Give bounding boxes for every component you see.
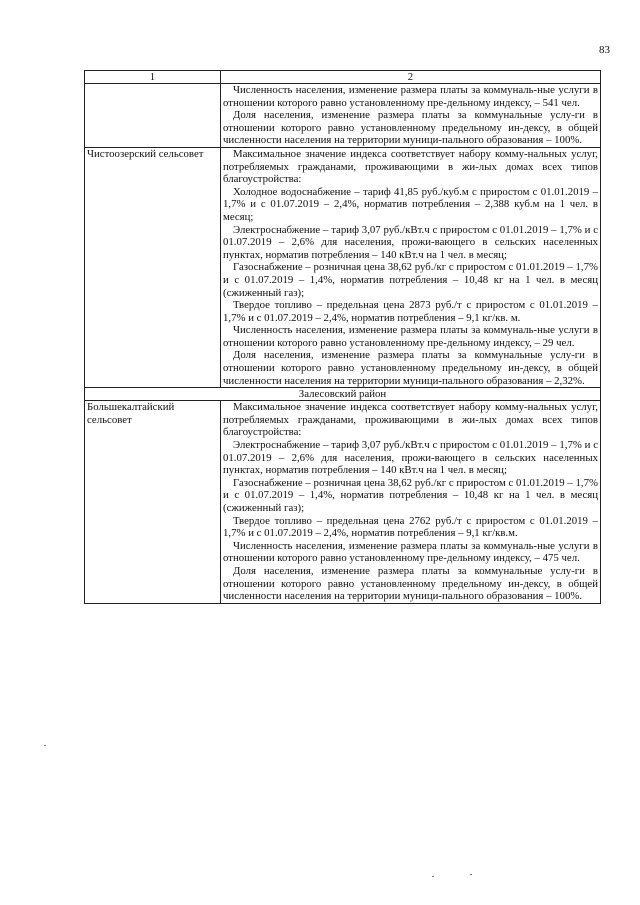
municipality-name: Чистоозерский сельсовет <box>85 147 221 387</box>
paragraph-cold-water: Холодное водоснабжение – тариф 41,85 руб./куб.м с приростом с 01.01.2019 – 1,7% и с 01.07.2019 – 2,4%, норматив потребления – 2,388 куб.м на 1 чел. в месяц; <box>223 185 598 223</box>
paragraph-index-basis: Максимальное значение индекса соответствует набору комму-нальных услуг, потребляемых гражданами, проживающими в жи-лых домах всех типов благоустройства: <box>223 401 598 439</box>
tariff-table <box>84 70 601 604</box>
table-row <box>85 147 601 387</box>
paragraph-electricity: Электроснабжение – тариф 3,07 руб./кВт.ч с приростом с 01.01.2019 – 1,7% и с 01.07.2019 – 2,6% для населения, прожи-вающего в сельских населенных пунктах, норматив потребления – 140 кВт.ч на 1 чел. в месяц; <box>223 223 598 261</box>
region-title: Залесовский район <box>85 388 601 401</box>
table-header-row <box>85 71 601 84</box>
tariff-description <box>221 84 601 148</box>
scan-speck <box>44 745 46 746</box>
column-header-1: 1 <box>85 71 221 84</box>
paragraph-gas: Газоснабжение – розничная цена 38,62 руб./кг с приростом с 01.01.2019 – 1,7% и с 01.07.2019 – 1,4%, норматив потребления – 10,48 кг на 1 чел. в месяц (сжиженный газ); <box>223 261 598 299</box>
paragraph-index-basis: Максимальное значение индекса соответствует набору комму-нальных услуг, потребляемых гражданами, проживающими в жи-лых домах всех типов благоустройства: <box>223 147 598 186</box>
paragraph-gas: Газоснабжение – розничная цена 38,62 руб./кг с приростом с 01.01.2019 – 1,7% и с 01.07.2019 – 1,4%, норматив потребления – 10,48 кг на 1 чел. в месяц (сжиженный газ); <box>223 476 598 514</box>
scan-speck <box>432 876 434 877</box>
paragraph-solid-fuel: Твердое топливо – предельная цена 2873 руб./т с приростом с 01.01.2019 – 1,7% и с 01.07.2019 – 2,4%, норматив потребления – 9,1 кг/кв. м. <box>223 299 598 324</box>
municipality-name <box>85 84 221 148</box>
municipality-name: Большекалтайский сельсовет <box>85 401 221 604</box>
page-number: 83 <box>599 44 610 56</box>
paragraph-population-count: Численность населения, изменение размера платы за коммуналь-ные услуги в отношении которого равно установленному пре-дельному индексу, – 29 чел. <box>223 324 598 349</box>
tariff-description <box>221 401 601 604</box>
table-row <box>85 401 601 604</box>
paragraph-population-count: Численность населения, изменение размера платы за коммуналь-ные услуги в отношении которого равно установленному пре-дельному индексу, – 541 чел. <box>223 84 598 109</box>
paragraph-electricity: Электроснабжение – тариф 3,07 руб./кВт.ч с приростом с 01.01.2019 – 1,7% и с 01.07.2019 – 2,6% для населения, прожи-вающего в сельских населенных пунктах, норматив потребления – 140 кВт.ч на 1 чел. в месяц; <box>223 439 598 477</box>
paragraph-population-share: Доля населения, изменение размера платы за коммунальные услу-ги в отношении которого равно установленному предельному ин-дексу, в общей численности населения на территории муници-пального образования – 100%. <box>223 109 598 147</box>
paragraph-population-count: Численность населения, изменение размера платы за коммуналь-ные услуги в отношении которого равно установленному пре-дельному индексу, – 475 чел. <box>223 539 598 565</box>
table-row <box>85 84 601 148</box>
tariff-description <box>221 147 601 387</box>
column-header-2: 2 <box>221 71 601 84</box>
region-row <box>85 388 601 401</box>
paragraph-population-share: Доля населения, изменение размера платы за коммунальные услу-ги в отношении которого равно установленному предельному ин-дексу, в общей численности населения на территории муници-пального образования – 2,32%. <box>223 349 598 387</box>
scan-speck <box>470 874 472 875</box>
paragraph-solid-fuel: Твердое топливо – предельная цена 2762 руб./т с приростом с 01.01.2019 – 1,7% и с 01.07.2019 – 2,4%, норматив потребления – 9,1 кг/кв.м. <box>223 514 598 540</box>
paragraph-population-share: Доля населения, изменение размера платы за коммунальные услу-ги в отношении которого равно установленному предельному ин-дексу, в общей численности населения на территории муници-пального образования – 100%. <box>223 564 598 603</box>
